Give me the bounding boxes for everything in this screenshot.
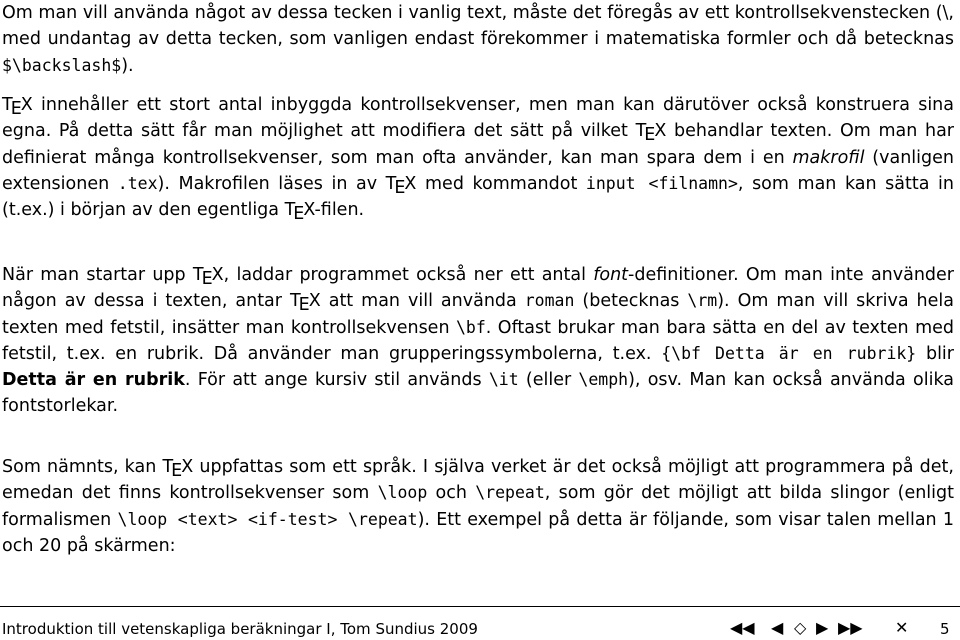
emphasis-text: font <box>593 265 629 285</box>
prev-page-icon[interactable]: ◀ <box>771 618 784 637</box>
text-run: -definitioner. Om man inte använder någon av dessa i texten, antar <box>2 265 954 312</box>
last-page-icon[interactable]: ▶▶ <box>838 618 863 637</box>
text-run: . Oftast brukar man bara sätta en del av texten med fetstil, t.ex. en rubrik. Då använder man grupperingssymbolerna, t.ex. <box>2 317 954 364</box>
text-run: uppfattas som ett språk. I själva verket är det också möjligt att programmera på det, emedan det finns kontrollsekvenser som <box>2 457 954 504</box>
text-run: innehåller ett stort antal inbyggda kontrollsekvenser, men man kan därutöver också konstruera sina egna. På detta sätt får man möjlighet att modifiera det sätt på vilket <box>2 95 954 142</box>
text-run: ). <box>121 55 134 76</box>
paragraph-3 <box>2 262 954 420</box>
inline-code: \rm <box>687 291 718 311</box>
text-run: (vanligen extensionen <box>2 147 954 194</box>
bold-text: Detta är en rubrik <box>2 370 185 391</box>
page-number: 5 <box>940 620 950 638</box>
inline-code: roman <box>524 291 575 311</box>
close-icon[interactable]: ✕ <box>895 618 909 637</box>
inline-code: .tex <box>117 173 158 193</box>
tex-logo: TEX <box>284 200 315 225</box>
paragraph-2 <box>2 92 954 223</box>
text-run: , laddar programmet också ner ett antal <box>223 265 594 285</box>
text-run: att man vill använda <box>320 291 525 312</box>
text-run: När man startar upp <box>2 265 193 285</box>
footer-divider <box>0 606 960 607</box>
text-run: Om man vill använda något av dessa tecken i vanlig text, måste det föregås av ett kontrollsekvenstecken (\, med undantag av detta tecken, som vanligen endast förekommer i matematiska formler och då betecknas <box>2 3 954 50</box>
text-run: (eller <box>518 370 579 391</box>
paragraph-4 <box>2 454 954 559</box>
text-run: (betecknas <box>574 291 688 312</box>
text-run: ), osv. Man kan också använda olika fontstorlekar. <box>2 370 955 417</box>
text-run: blir <box>916 343 954 364</box>
text-run: , som gör det möjligt att bilda slingor (enligt formalismen <box>2 483 954 530</box>
text-run: ). Om man vill skriva hela texten med fetstil, insätter man kontrollsekvensen <box>2 291 954 338</box>
inline-code: {\bf Detta är en rubrik} <box>661 343 917 363</box>
text-run: ). Makrofilen läses in av <box>157 173 386 194</box>
emphasis-text: makrofil <box>792 147 865 168</box>
home-icon[interactable]: ◇ <box>794 618 807 637</box>
inline-code: \repeat <box>475 483 545 503</box>
inline-code: \emph <box>578 370 629 390</box>
text-run: -filen. <box>314 200 365 221</box>
next-page-icon[interactable]: ▶ <box>816 618 829 637</box>
text-run: ). Ett exempel på detta är följande, som visar talen mellan 1 och 20 på skärmen: <box>2 509 955 556</box>
inline-code: input <filnamn> <box>585 173 738 193</box>
text-run: med kommandot <box>416 173 586 194</box>
inline-code: $\backslash$ <box>2 55 122 75</box>
text-run: , som man kan sätta in (t.ex.) i början av den egentliga <box>2 173 955 221</box>
tex-logo: TEX <box>192 265 224 289</box>
paragraph-1 <box>2 0 954 79</box>
text-run: Som nämnts, kan <box>2 457 163 477</box>
inline-code: \loop <box>377 483 428 503</box>
first-page-icon[interactable]: ◀◀ <box>730 618 755 637</box>
text-run: behandlar texten. Om man har definierat många kontrollsekvenser, som man ofta använder, kan man spara dem i en <box>2 121 954 168</box>
inline-code: \it <box>488 370 519 390</box>
tex-logo: TEX <box>385 173 417 198</box>
inline-code: \loop <text> <if-test> \repeat <box>117 509 418 529</box>
tex-logo: TEX <box>162 457 194 481</box>
tex-logo: TEX <box>289 291 321 316</box>
tex-logo: TEX <box>2 95 33 119</box>
inline-code: \bf <box>455 317 486 337</box>
text-run: och <box>427 483 476 504</box>
text-run: . För att ange kursiv stil används <box>184 370 489 391</box>
tex-logo: TEX <box>635 121 667 146</box>
footer-title: Introduktion till vetenskapliga beräkningar I, Tom Sundius 2009 <box>2 620 478 638</box>
